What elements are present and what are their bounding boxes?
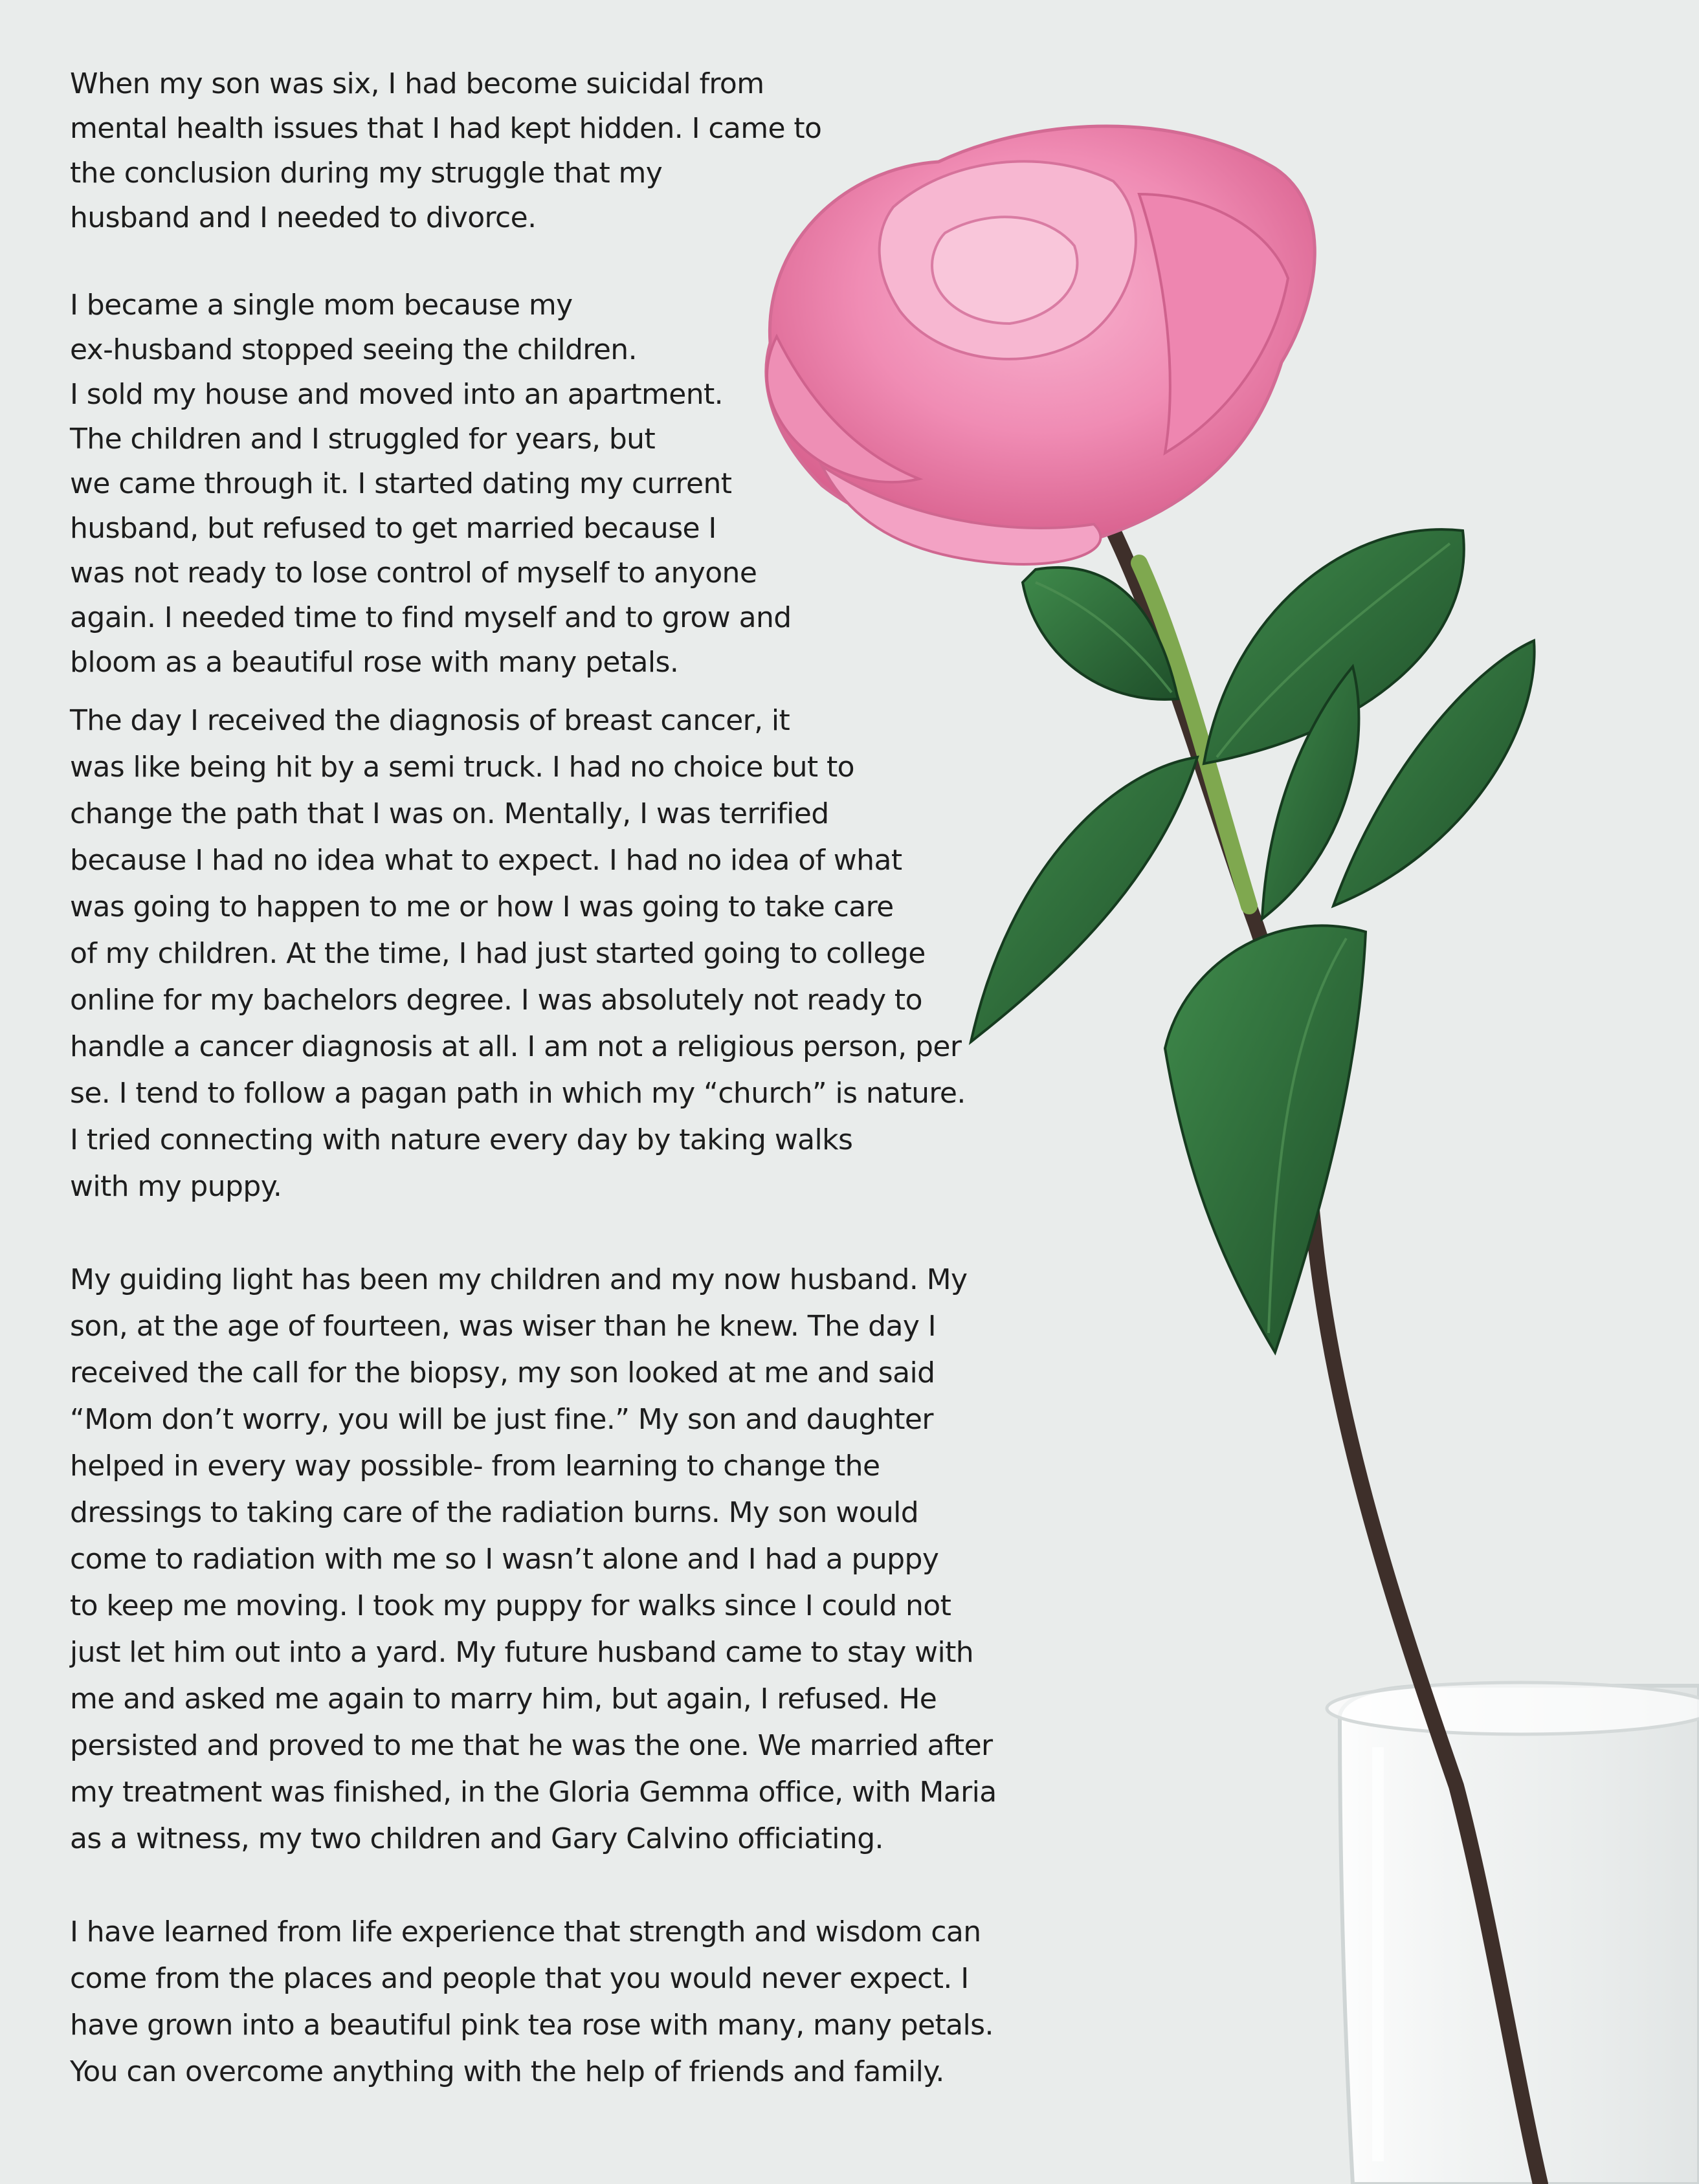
text-line: me and asked me again to marry him, but again, I refused. He xyxy=(70,1682,937,1715)
story-text xyxy=(70,61,1041,2095)
text-line: change the path that I was on. Mentally, I was terrified xyxy=(70,797,829,830)
text-line: handle a cancer diagnosis at all. I am not a religious person, per xyxy=(70,1030,962,1063)
glass-vase xyxy=(1327,1682,1699,2184)
text-line: persisted and proved to me that he was the one. We married after xyxy=(70,1729,993,1762)
paragraph-4 xyxy=(70,1257,1041,1862)
paragraph-2 xyxy=(70,283,1041,685)
text-line: bloom as a beautiful rose with many petals. xyxy=(70,646,679,679)
rose-leaves xyxy=(971,529,1535,1352)
text-line: was not ready to lose control of myself to anyone xyxy=(70,557,757,590)
text-line: of my children. At the time, I had just started going to college xyxy=(70,937,926,970)
text-line: was going to happen to me or how I was going to take care xyxy=(70,890,894,923)
text-line: helped in every way possible- from learning to change the xyxy=(70,1450,880,1483)
paragraph-5 xyxy=(70,1909,1041,2095)
paragraph-3 xyxy=(70,698,1041,1210)
text-line: we came through it. I started dating my current xyxy=(70,467,732,500)
text-line: my treatment was finished, in the Gloria Gemma office, with Maria xyxy=(70,1776,997,1809)
text-line: son, at the age of fourteen, was wiser than he knew. The day I xyxy=(70,1310,937,1343)
text-line: I sold my house and moved into an apartment. xyxy=(70,378,724,411)
text-line: I tried connecting with nature every day by taking walks xyxy=(70,1123,853,1156)
text-line: online for my bachelors degree. I was absolutely not ready to xyxy=(70,984,922,1017)
text-line: “Mom don’t worry, you will be just fine.” My son and daughter xyxy=(70,1403,933,1436)
text-line: have grown into a beautiful pink tea rose with many, many petals. xyxy=(70,2009,994,2042)
text-line: The children and I struggled for years, but xyxy=(70,423,656,456)
text-line: ex-husband stopped seeing the children. xyxy=(70,333,637,366)
paragraph-1 xyxy=(70,61,1041,240)
text-line: I have learned from life experience that strength and wisdom can xyxy=(70,1915,981,1948)
text-line: dressings to taking care of the radiation burns. My son would xyxy=(70,1496,919,1529)
text-line: I became a single mom because my xyxy=(70,289,573,322)
text-line: come from the places and people that you would never expect. I xyxy=(70,1962,969,1995)
text-line: mental health issues that I had kept hidden. I came to xyxy=(70,112,822,145)
text-line: the conclusion during my struggle that my xyxy=(70,157,663,190)
text-line: was like being hit by a semi truck. I had no choice but to xyxy=(70,751,854,784)
text-line: husband, but refused to get married because I xyxy=(70,512,716,545)
text-line: just let him out into a yard. My future husband came to stay with xyxy=(70,1636,974,1669)
text-line: When my son was six, I had become suicidal from xyxy=(70,67,764,100)
text-line: received the call for the biopsy, my son looked at me and said xyxy=(70,1356,935,1389)
text-line: come to radiation with me so I wasn’t alone and I had a puppy xyxy=(70,1543,939,1576)
text-line: again. I needed time to find myself and to grow and xyxy=(70,601,792,634)
text-line: The day I received the diagnosis of breast cancer, it xyxy=(70,704,790,737)
text-line: My guiding light has been my children and my now husband. My xyxy=(70,1263,968,1296)
text-line: to keep me moving. I took my puppy for walks since I could not xyxy=(70,1589,951,1622)
text-line: You can overcome anything with the help of friends and family. xyxy=(70,2055,944,2088)
text-line: se. I tend to follow a pagan path in which my “church” is nature. xyxy=(70,1077,966,1110)
text-line: because I had no idea what to expect. I had no idea of what xyxy=(70,844,902,877)
text-line: husband and I needed to divorce. xyxy=(70,201,537,234)
text-line: as a witness, my two children and Gary Calvino officiating. xyxy=(70,1822,883,1855)
text-line: with my puppy. xyxy=(70,1170,282,1203)
